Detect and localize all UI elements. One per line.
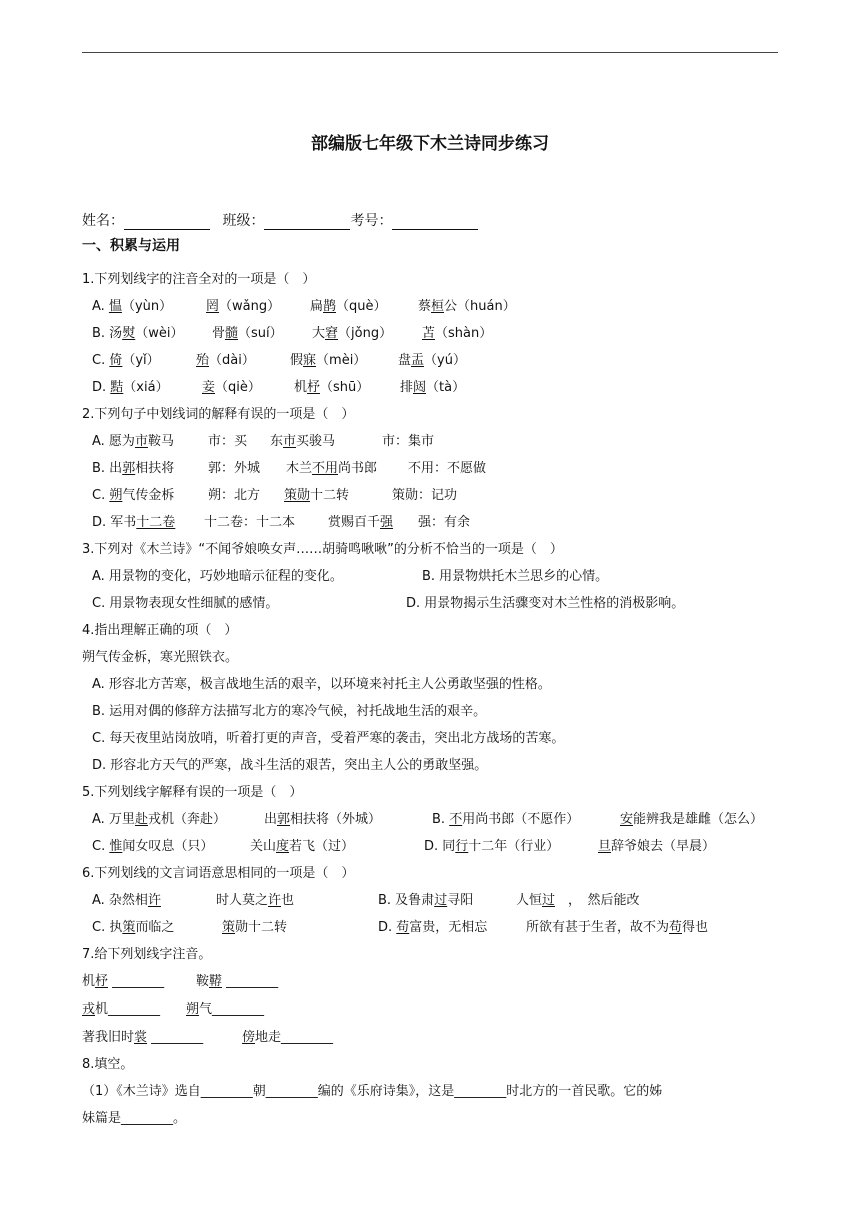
text-segment: 机________ (95, 1002, 161, 1017)
section-heading: 一、积累与运用 (82, 238, 180, 254)
text-segment: C. 每天夜里站岗放哨，听着打更的声音，受着严寒的袭击，突出北方战场的苦寒。 (92, 731, 565, 746)
text-segment: A. 形容北方苦寒，极言战地生活的艰辛，以环境来衬托主人公勇敢坚强的性格。 (92, 677, 551, 692)
text-segment: D. 形容北方天气的严寒，战斗生活的艰苦，突出主人公的勇敢坚强。 (92, 758, 488, 773)
text-segment: ________ (147, 1030, 204, 1045)
text-line (82, 1002, 160, 1018)
text-segment: B. 运用对偶的修辞方法描写北方的寒冷气候，衬托战地生活的艰辛。 (92, 704, 487, 719)
text-segment: 气________ (199, 1002, 265, 1017)
name-label: 姓名： (82, 213, 124, 229)
text-segment: 用尚书郎（不愿作） (462, 812, 580, 827)
text-segment: 寻阳 (447, 893, 474, 908)
text-segment: （yùn） (121, 299, 173, 314)
text-segment: 木兰 (286, 461, 313, 476)
text-line (92, 596, 278, 612)
text-line (92, 299, 172, 315)
text-line (222, 920, 287, 936)
text-segment: B. (432, 812, 450, 827)
text-line (92, 839, 213, 855)
text-line (82, 623, 237, 639)
text-segment: （yǐ） (122, 353, 160, 368)
underlined-text: 不用 (312, 461, 339, 476)
text-segment: D. (378, 920, 397, 935)
text-segment: D. (92, 380, 111, 395)
text-line (92, 893, 161, 909)
text-line (422, 326, 492, 342)
text-line (92, 515, 175, 531)
text-segment: 富贵，无相忘 (409, 920, 488, 935)
text-segment: （jǒng） (338, 326, 393, 341)
text-segment: 十二转 (310, 488, 350, 503)
class-label: 班级： (222, 213, 265, 229)
underlined-text: 戎 (82, 1002, 96, 1017)
text-segment: 勋十二转 (235, 920, 288, 935)
text-segment: 关山 (250, 839, 277, 854)
text-segment: 6.下列划线的文言词语意思相同的一项是（ ） (82, 866, 355, 881)
text-segment: （shū） (320, 380, 370, 395)
underlined-text: 策 (122, 920, 136, 935)
text-segment: ， 然后能改 (555, 893, 640, 908)
text-segment: 盘 (398, 353, 412, 368)
underlined-text: 过 (434, 893, 448, 908)
text-line (82, 407, 354, 423)
text-line (92, 677, 551, 693)
text-segment: 辞爷娘去（早晨） (611, 839, 716, 854)
text-line (284, 488, 349, 504)
underlined-text: 窘 (325, 326, 339, 341)
text-line (92, 353, 160, 369)
text-line (400, 380, 465, 396)
text-segment: 戎机（奔赴） (147, 812, 226, 827)
text-segment: ________ (222, 974, 279, 989)
underlined-text: 桓 (431, 299, 445, 314)
text-segment: 相扶将（外城） (290, 812, 382, 827)
text-line (92, 488, 174, 504)
text-segment: 公（huán） (444, 299, 516, 314)
text-line (432, 812, 579, 828)
page-title: 部编版七年级下木兰诗同步练习 (311, 134, 549, 154)
underlined-text: 策勋 (284, 488, 311, 503)
text-segment: 郭：外城 (208, 461, 261, 476)
text-line (422, 569, 608, 585)
text-line (208, 434, 247, 450)
text-line (196, 353, 255, 369)
underlined-text: 策 (222, 920, 236, 935)
text-line (82, 785, 302, 801)
text-segment: （tà） (426, 380, 466, 395)
text-line (82, 650, 238, 666)
text-line (424, 839, 559, 855)
text-segment: A. 愿为 (92, 434, 135, 449)
text-segment: 相扶将 (135, 461, 175, 476)
text-line (92, 758, 487, 774)
text-segment: （yú） (424, 353, 466, 368)
text-line (286, 461, 377, 477)
text-segment: （què） (336, 299, 387, 314)
underlined-text: 旦 (598, 839, 612, 854)
text-line (92, 569, 343, 585)
text-line (82, 1057, 133, 1073)
text-line (408, 461, 486, 477)
text-segment: 买骏马 (296, 434, 336, 449)
text-segment: 不用：不愿做 (408, 461, 487, 476)
text-segment: （wèi） (135, 326, 184, 341)
text-line (250, 839, 354, 855)
text-line (206, 299, 280, 315)
text-line (382, 434, 434, 450)
text-segment: 5.下列划线字解释有误的一项是（ ） (82, 785, 303, 800)
text-segment: A. 万里 (92, 812, 135, 827)
text-line (398, 353, 466, 369)
text-segment: 东 (270, 434, 284, 449)
top-rule (82, 52, 778, 53)
text-line (212, 326, 283, 342)
text-line (418, 515, 470, 531)
underlined-text: 鞯 (209, 974, 223, 989)
text-line (294, 380, 369, 396)
underlined-text: 裳 (134, 1030, 148, 1045)
text-segment: （qiè） (215, 380, 261, 395)
underlined-text: 惟 (109, 839, 123, 854)
text-segment: （mèi） (316, 353, 367, 368)
text-segment: 1.下列划线字的注音全对的一项是（ ） (82, 272, 316, 287)
text-line (216, 893, 294, 909)
text-line (186, 1002, 264, 1018)
text-line (242, 1030, 333, 1046)
text-segment: 得也 (682, 920, 709, 935)
text-segment: A. 用景物的变化，巧妙地暗示征程的变化。 (92, 569, 343, 584)
text-line (82, 1084, 662, 1100)
text-segment: 气传金柝 (122, 488, 175, 503)
text-line (92, 704, 486, 720)
text-segment: B. 用景物烘托木兰思乡的心情。 (422, 569, 609, 584)
text-segment: 机 (294, 380, 308, 395)
text-line (92, 434, 174, 450)
text-line (82, 1030, 203, 1046)
text-line (378, 893, 473, 909)
text-segment: （1）《木兰诗》选自________朝________编的《乐府诗集》，这是________时北方的一首民歌。它的姊 (82, 1084, 663, 1099)
text-line (392, 488, 457, 504)
underlined-text: 髓 (225, 326, 239, 341)
exam-id-blank[interactable] (392, 214, 478, 230)
text-line (82, 272, 315, 288)
class-blank[interactable] (264, 214, 350, 230)
underlined-text: 许 (147, 893, 161, 908)
text-line (290, 353, 366, 369)
underlined-text: 过 (542, 893, 556, 908)
text-line (92, 731, 564, 747)
text-segment: B. 及鲁肃 (378, 893, 435, 908)
text-segment: （xiá） (123, 380, 169, 395)
text-segment: 人恒 (516, 893, 543, 908)
underlined-text: 许 (268, 893, 282, 908)
text-line (82, 866, 354, 882)
underlined-text: 罔 (206, 299, 220, 314)
text-line (208, 488, 260, 504)
text-line (202, 380, 261, 396)
text-segment: D. 军书 (92, 515, 137, 530)
underlined-text: 郭 (122, 461, 136, 476)
underlined-text: 安 (620, 812, 634, 827)
underlined-text: 鹊 (323, 299, 337, 314)
underlined-text: 市 (283, 434, 297, 449)
text-line (406, 596, 684, 612)
text-segment: 策勋：记功 (392, 488, 458, 503)
text-line (312, 326, 392, 342)
text-line (92, 920, 174, 936)
underlined-text: 傍 (242, 1030, 256, 1045)
text-line (204, 515, 295, 531)
text-segment: 8.填空。 (82, 1057, 134, 1072)
text-segment: 大 (312, 326, 326, 341)
text-line (620, 812, 763, 828)
text-line (310, 299, 387, 315)
text-segment: 能辨我是雄雌（怎么） (633, 812, 764, 827)
underlined-text: 盂 (411, 353, 425, 368)
underlined-text: 倚 (109, 353, 123, 368)
underlined-text: 市 (134, 434, 148, 449)
text-segment: C. (92, 839, 110, 854)
text-line (92, 326, 183, 342)
text-segment: ________ (108, 974, 165, 989)
text-segment: 扁 (310, 299, 324, 314)
text-segment: 赏赐百千 (328, 515, 381, 530)
text-segment: C. (92, 488, 110, 503)
text-segment: 排 (400, 380, 414, 395)
underlined-text: 寐 (303, 353, 317, 368)
text-segment: 鞍 (196, 974, 210, 989)
text-segment: 市：买 (208, 434, 248, 449)
text-segment: （shàn） (435, 326, 493, 341)
underlined-text: 十二卷 (136, 515, 176, 530)
underlined-text: 愠 (108, 299, 122, 314)
text-segment: C. 用景物表现女性细腻的感情。 (92, 596, 279, 611)
underlined-text: 黠 (110, 380, 124, 395)
text-line (92, 461, 174, 477)
text-segment: 地走________ (255, 1030, 334, 1045)
underlined-text: 不 (449, 812, 463, 827)
text-line (598, 839, 715, 855)
text-line (264, 812, 381, 828)
text-segment: 鞍马 (147, 434, 174, 449)
text-segment: A. 杂然相 (92, 893, 148, 908)
text-segment: A. (92, 299, 109, 314)
text-segment: 7.给下列划线字注音。 (82, 947, 212, 962)
text-segment: 尚书郎 (338, 461, 378, 476)
text-segment: 朔：北方 (208, 488, 261, 503)
text-segment: 市：集市 (382, 434, 435, 449)
text-segment: 所欲有甚于生者，故不为 (526, 920, 670, 935)
text-segment: 4.指出理解正确的项（ ） (82, 623, 238, 638)
underlined-text: 度 (276, 839, 290, 854)
text-segment: C. (92, 353, 110, 368)
text-segment: 也 (281, 893, 295, 908)
underlined-text: 苟 (669, 920, 683, 935)
text-segment: C. 执 (92, 920, 123, 935)
text-line (328, 515, 393, 531)
underlined-text: 杼 (95, 974, 109, 989)
text-line (82, 542, 563, 558)
underlined-text: 熨 (122, 326, 136, 341)
text-segment: 若飞（过） (289, 839, 355, 854)
text-line (196, 974, 278, 990)
text-segment: B. 出 (92, 461, 123, 476)
underlined-text: 郭 (277, 812, 291, 827)
text-segment: D. 同 (424, 839, 456, 854)
text-line (82, 1111, 186, 1127)
text-line (208, 461, 260, 477)
text-segment: 时人莫之 (216, 893, 269, 908)
text-line (270, 434, 335, 450)
exam-id-label: 考号： (350, 213, 393, 229)
text-segment: 而临之 (135, 920, 175, 935)
name-blank[interactable] (124, 214, 210, 230)
student-info-row (82, 210, 478, 230)
underlined-text: 苟 (396, 920, 410, 935)
text-line (526, 920, 708, 936)
text-segment: （wǎng） (219, 299, 281, 314)
text-line (82, 974, 164, 990)
underlined-text: 苫 (422, 326, 436, 341)
text-line (418, 299, 516, 315)
text-segment: 朔气传金柝，寒光照铁衣。 (82, 650, 239, 665)
text-line (378, 920, 487, 936)
text-segment: 强：有余 (418, 515, 471, 530)
underlined-text: 妾 (202, 380, 216, 395)
underlined-text: 强 (380, 515, 394, 530)
text-segment: 蔡 (418, 299, 432, 314)
text-segment: 出 (264, 812, 278, 827)
text-segment: B. 汤 (92, 326, 123, 341)
text-line (516, 893, 640, 909)
text-segment: 十二卷：十二本 (204, 515, 296, 530)
text-segment: 3.下列对《木兰诗》“不闻爷娘唤女声……胡骑鸣啾啾”的分析不恰当的一项是（ ） (82, 542, 563, 557)
text-segment: 妹篇是________。 (82, 1111, 187, 1126)
underlined-text: 行 (455, 839, 469, 854)
text-segment: D. 用景物揭示生活骤变对木兰性格的消极影响。 (406, 596, 685, 611)
underlined-text: 殆 (196, 353, 210, 368)
text-segment: 骨 (212, 326, 226, 341)
text-segment: 闻女叹息（只） (122, 839, 214, 854)
underlined-text: 闼 (413, 380, 427, 395)
text-line (92, 812, 226, 828)
text-segment: （dài） (209, 353, 255, 368)
text-segment: 著我旧时 (82, 1030, 135, 1045)
text-line (92, 380, 169, 396)
text-segment: 假 (290, 353, 304, 368)
underlined-text: 朔 (186, 1002, 200, 1017)
underlined-text: 赴 (134, 812, 148, 827)
underlined-text: 朔 (109, 488, 123, 503)
text-segment: 2.下列句子中划线词的解释有误的一项是（ ） (82, 407, 355, 422)
underlined-text: 杼 (307, 380, 321, 395)
text-segment: 十二年（行业） (468, 839, 560, 854)
text-segment: 机 (82, 974, 96, 989)
text-segment: （suí） (238, 326, 283, 341)
text-line (82, 947, 211, 963)
